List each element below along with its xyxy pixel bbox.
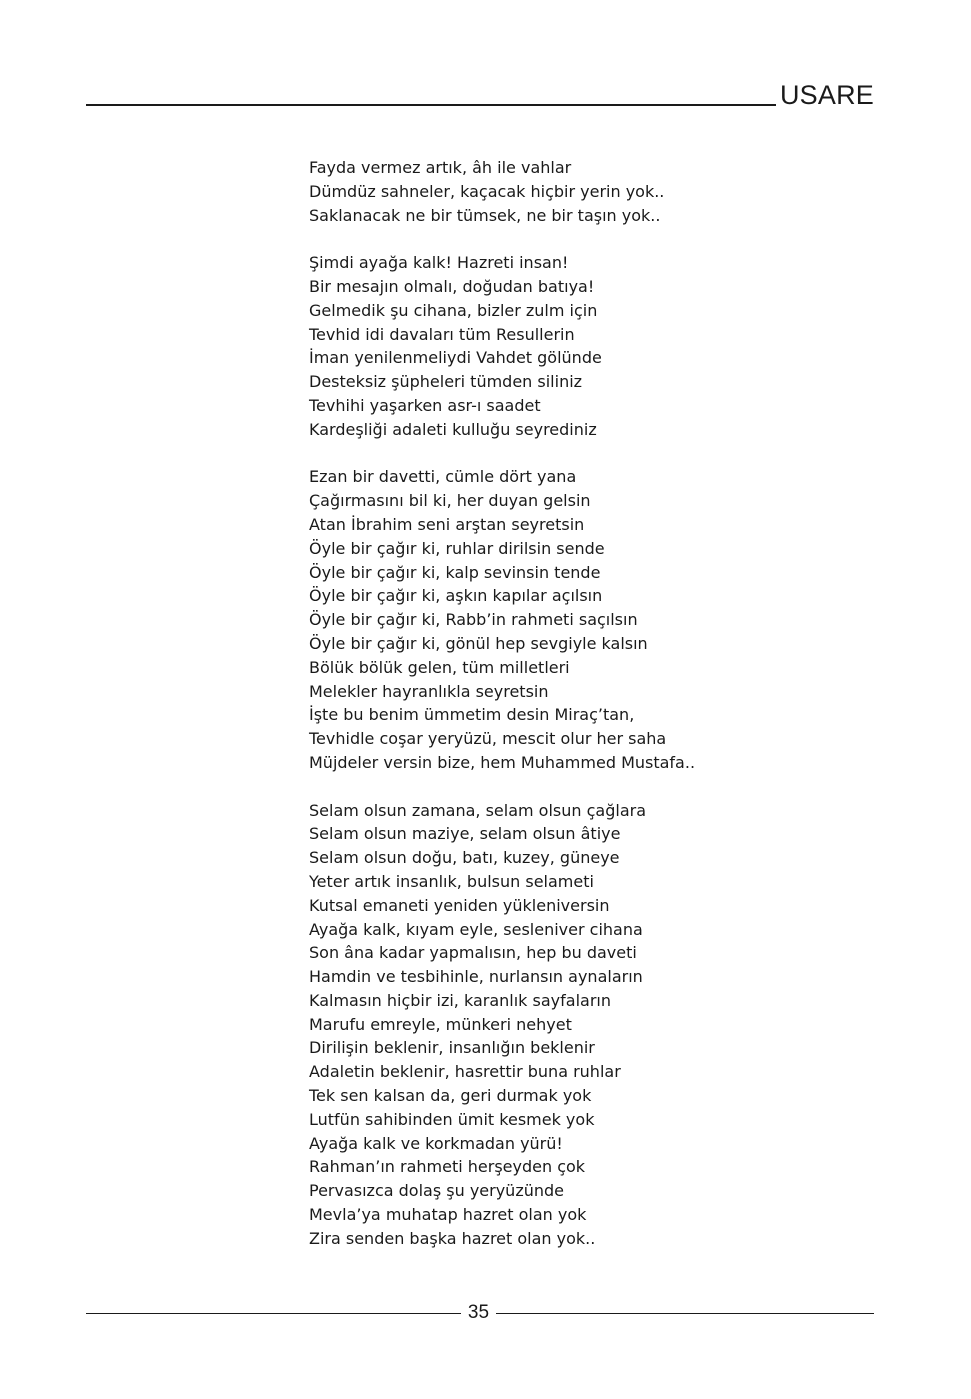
poem-line: Tevhidle coşar yeryüzü, mescit olur her saha (309, 729, 667, 749)
poem-line: Öyle bir çağır ki, gönül hep sevgiyle kalsın (309, 633, 648, 653)
poem-line: Dümdüz sahneler, kaçacak hiçbir yerin yok.. (309, 181, 665, 201)
poem-line: Şimdi ayağa kalk! Hazreti insan! (309, 253, 569, 273)
poem-line: Tevhihi yaşarken asr-ı saadet (309, 395, 541, 415)
poem-line: Bölük bölük gelen, tüm milletleri (309, 657, 570, 677)
poem-line: Selam olsun zamana, selam olsun çağlara (309, 800, 646, 820)
poem-line: İman yenilenmeliydi Vahdet gölünde (309, 348, 602, 368)
poem-line: Kalmasın hiçbir izi, karanlık sayfaların (309, 990, 611, 1010)
stanza (309, 251, 869, 441)
poem-line: Öyle bir çağır ki, ruhlar dirilsin sende (309, 538, 605, 558)
poem-line: Desteksiz şüpheleri tümden siliniz (309, 372, 583, 392)
poem-line: Öyle bir çağır ki, kalp sevinsin tende (309, 562, 601, 582)
poem-line: Kutsal emaneti yeniden yükleniversin (309, 895, 610, 915)
poem-body (309, 156, 869, 1274)
poem-line: Rahman’ın rahmeti herşeyden çok (309, 1157, 586, 1177)
footer-rule-right (496, 1313, 874, 1314)
poem-line: Tevhid idi davaları tüm Resullerin (309, 324, 575, 344)
poem-line: Hamdin ve tesbihinle, nurlansın aynaların (309, 967, 643, 987)
poem-line: Kardeşliği adaleti kulluğu seyrediniz (309, 419, 597, 439)
poem-line: Son âna kadar yapmalısın, hep bu daveti (309, 943, 637, 963)
poem-line: Müjdeler versin bize, hem Muhammed Mustafa.. (309, 752, 696, 772)
poem-line: Fayda vermez artık, âh ile vahlar (309, 158, 572, 177)
page-header (86, 78, 874, 112)
poem-line: Mevla’ya muhatap hazret olan yok (309, 1205, 587, 1225)
page-number: 35 (467, 1302, 490, 1323)
poem-line: Selam olsun doğu, batı, kuzey, güneye (309, 848, 620, 868)
page-footer (86, 1300, 874, 1326)
poem-line: Tek sen kalsan da, geri durmak yok (309, 1086, 592, 1106)
poem-line: Gelmedik şu cihana, bizler zulm için (309, 300, 598, 320)
poem-line: Öyle bir çağır ki, aşkın kapılar açılsın (309, 586, 603, 606)
poem-line: Lutfün sahibinden ümit kesmek yok (309, 1109, 595, 1129)
poem-line: Ezan bir davetti, cümle dört yana (309, 467, 577, 487)
poem-line: Bir mesajın olmalı, doğudan batıya! (309, 276, 595, 296)
stanza (309, 156, 869, 227)
stanza (309, 799, 869, 1251)
poem-line: Melekler hayranlıkla seyretsin (309, 681, 549, 701)
poem-line: Yeter artık insanlık, bulsun selameti (309, 871, 594, 891)
poem-line: Dirilişin beklenir, insanlığın beklenir (309, 1038, 595, 1058)
poem-line: Saklanacak ne bir tümsek, ne bir taşın yok.. (309, 205, 661, 225)
stanza (309, 465, 869, 774)
poem-line: Çağırmasını bil ki, her duyan gelsin (309, 491, 591, 511)
poem-line: Selam olsun maziye, selam olsun âtiye (309, 824, 621, 844)
poem-line: Marufu emreyle, münkeri nehyet (309, 1014, 572, 1034)
poem-line: Zira senden başka hazret olan yok.. (309, 1228, 596, 1248)
poem-line: Atan İbrahim seni arştan seyretsin (309, 514, 585, 534)
poem-line: Ayağa kalk, kıyam eyle, sesleniver cihana (309, 919, 643, 939)
poem-line: İşte bu benim ümmetim desin Miraç’tan, (309, 705, 635, 725)
header-rule (86, 104, 776, 106)
poem-line: Öyle bir çağır ki, Rabb’in rahmeti saçılsın (309, 610, 638, 630)
poem-line: Adaletin beklenir, hasrettir buna ruhlar (309, 1062, 621, 1082)
poem-line: Pervasızca dolaş şu yeryüzünde (309, 1181, 564, 1201)
poem-line: Ayağa kalk ve korkmadan yürü! (309, 1133, 563, 1153)
footer-rule-left (86, 1313, 461, 1314)
running-title: USARE (779, 80, 874, 110)
